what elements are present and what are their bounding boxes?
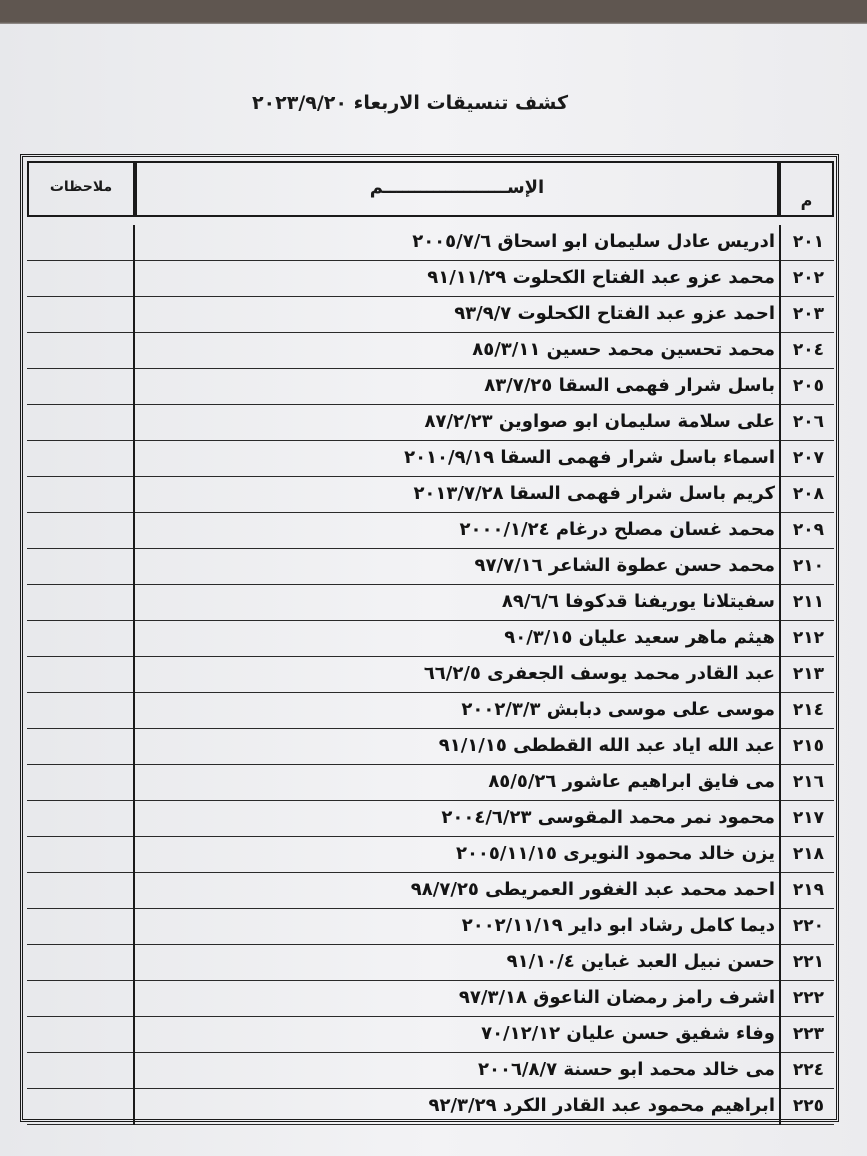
row-number-cell: ٢٠٧	[792, 448, 825, 468]
name-cell: احمد عزو عبد الفتاح الكحلوت ٩٣/٩/٧	[137, 297, 781, 333]
notes-cell	[27, 261, 135, 297]
name-cell: كريم باسل شرار فهمى السقا ٢٠١٣/٧/٢٨	[137, 477, 781, 513]
name-cell: اشرف رامز رمضان الناعوق ٩٧/٣/١٨	[137, 981, 781, 1017]
name-cell: محمود نمر محمد المقوسى ٢٠٠٤/٦/٢٣	[137, 801, 781, 837]
name-cell: حسن نبيل العبد غباين ٩١/١٠/٤	[137, 945, 781, 981]
table-row	[27, 333, 834, 369]
notes-cell	[27, 369, 135, 405]
row-number-cell: ٢٠٤	[792, 340, 825, 360]
table-row	[27, 513, 834, 549]
notes-cell	[27, 729, 135, 765]
table-row	[27, 837, 834, 873]
row-number-cell: ٢١٣	[792, 664, 825, 684]
table-row	[27, 1017, 834, 1053]
table-row	[27, 801, 834, 837]
table-row	[27, 765, 834, 801]
notes-cell	[27, 981, 135, 1017]
row-number-cell: ٢١٥	[792, 736, 825, 756]
row-number-cell: ٢٠٢	[792, 268, 825, 288]
table-row	[27, 477, 834, 513]
name-cell: سفيتلانا يوريفنا قدكوفا ٨٩/٦/٦	[137, 585, 781, 621]
notes-cell	[27, 657, 135, 693]
header-number: م	[779, 161, 834, 217]
row-number-cell: ٢٢١	[792, 952, 825, 972]
table-row	[27, 1089, 834, 1125]
notes-cell	[27, 297, 135, 333]
row-number-cell: ٢١٦	[792, 772, 825, 792]
table-row	[27, 1053, 834, 1089]
notes-cell	[27, 837, 135, 873]
name-cell: عبد الله اياد عبد الله القططى ٩١/١/١٥	[137, 729, 781, 765]
name-cell: يزن خالد محمود النويرى ٢٠٠٥/١١/١٥	[137, 837, 781, 873]
name-cell: محمد عزو عبد الفتاح الكحلوت ٩١/١١/٢٩	[137, 261, 781, 297]
row-number-cell: ٢٠٨	[792, 484, 825, 504]
notes-cell	[27, 873, 135, 909]
notes-cell	[27, 405, 135, 441]
name-cell: محمد تحسين محمد حسين ٨٥/٣/١١	[137, 333, 781, 369]
name-cell: محمد غسان مصلح درغام ٢٠٠٠/١/٢٤	[137, 513, 781, 549]
row-number-cell: ٢١١	[792, 592, 825, 612]
row-number-cell: ٢٢٣	[792, 1024, 825, 1044]
row-number-cell: ٢٢٥	[792, 1096, 825, 1116]
table-row	[27, 981, 834, 1017]
notes-cell	[27, 1053, 135, 1089]
table-row	[27, 297, 834, 333]
table-row	[27, 621, 834, 657]
notes-cell	[27, 693, 135, 729]
document-title: كشف تنسيقات الاربعاء ٢٠٢٣/٩/٢٠	[251, 92, 569, 114]
name-cell: محمد حسن عطوة الشاعر ٩٧/٧/١٦	[137, 549, 781, 585]
table-row	[27, 549, 834, 585]
row-number-cell: ٢٠٥	[792, 376, 825, 396]
row-number-cell: ٢٠١	[792, 232, 825, 252]
table-row	[27, 369, 834, 405]
table-row	[27, 225, 834, 261]
notes-cell	[27, 441, 135, 477]
table-row	[27, 585, 834, 621]
table-row	[27, 945, 834, 981]
notes-cell	[27, 513, 135, 549]
notes-cell	[27, 585, 135, 621]
header-notes: ملاحظات	[27, 161, 135, 217]
name-cell: مى فايق ابراهيم عاشور ٨٥/٥/٢٦	[137, 765, 781, 801]
name-cell: وفاء شفيق حسن عليان ٧٠/١٢/١٢	[137, 1017, 781, 1053]
row-number-cell: ٢٠٣	[792, 304, 825, 324]
notes-cell	[27, 801, 135, 837]
table-row	[27, 261, 834, 297]
notes-cell	[27, 1017, 135, 1053]
name-cell: باسل شرار فهمى السقا ٨٣/٧/٢٥	[137, 369, 781, 405]
name-cell: ابراهيم محمود عبد القادر الكرد ٩٢/٣/٢٩	[137, 1089, 781, 1125]
table-row	[27, 873, 834, 909]
table-row	[27, 405, 834, 441]
roster-table	[20, 154, 839, 1122]
table-row	[27, 657, 834, 693]
table-row	[27, 909, 834, 945]
notes-cell	[27, 945, 135, 981]
table-row	[27, 441, 834, 477]
name-cell: هيثم ماهر سعيد عليان ٩٠/٣/١٥	[137, 621, 781, 657]
row-number-cell: ٢٢٠	[792, 916, 825, 936]
notes-cell	[27, 477, 135, 513]
notes-cell	[27, 333, 135, 369]
row-number-cell: ٢١٤	[792, 700, 825, 720]
row-number-cell: ٢٢٤	[792, 1060, 825, 1080]
name-cell: اسماء باسل شرار فهمى السقا ٢٠١٠/٩/١٩	[137, 441, 781, 477]
table-row	[27, 693, 834, 729]
notes-cell	[27, 621, 135, 657]
row-number-cell: ٢٠٩	[792, 520, 825, 540]
table-row	[27, 729, 834, 765]
name-cell: على سلامة سليمان ابو صواوين ٨٧/٢/٢٣	[137, 405, 781, 441]
notes-cell	[27, 1089, 135, 1125]
row-number-cell: ٢٢٢	[792, 988, 825, 1008]
name-cell: مى خالد محمد ابو حسنة ٢٠٠٦/٨/٧	[137, 1053, 781, 1089]
notes-cell	[27, 225, 135, 261]
notes-cell	[27, 765, 135, 801]
notes-cell	[27, 909, 135, 945]
header-name: الإســــــــــــــــــــم	[135, 161, 779, 217]
name-cell: عبد القادر محمد يوسف الجعفرى ٦٦/٢/٥	[137, 657, 781, 693]
name-cell: موسى على موسى دبابش ٢٠٠٢/٣/٣	[137, 693, 781, 729]
row-number-cell: ٢٠٦	[792, 412, 825, 432]
name-cell: ديما كامل رشاد ابو داير ٢٠٠٢/١١/١٩	[137, 909, 781, 945]
row-number-cell: ٢١٨	[792, 844, 825, 864]
notes-cell	[27, 549, 135, 585]
row-number-cell: ٢١٧	[792, 808, 825, 828]
name-cell: احمد محمد عبد الغفور العمريطى ٩٨/٧/٢٥	[137, 873, 781, 909]
row-number-cell: ٢١٩	[792, 880, 825, 900]
name-cell: ادريس عادل سليمان ابو اسحاق ٢٠٠٥/٧/٦	[137, 225, 781, 261]
table-body	[27, 225, 834, 1125]
row-number-cell: ٢١٠	[792, 556, 825, 576]
row-number-cell: ٢١٢	[792, 628, 825, 648]
